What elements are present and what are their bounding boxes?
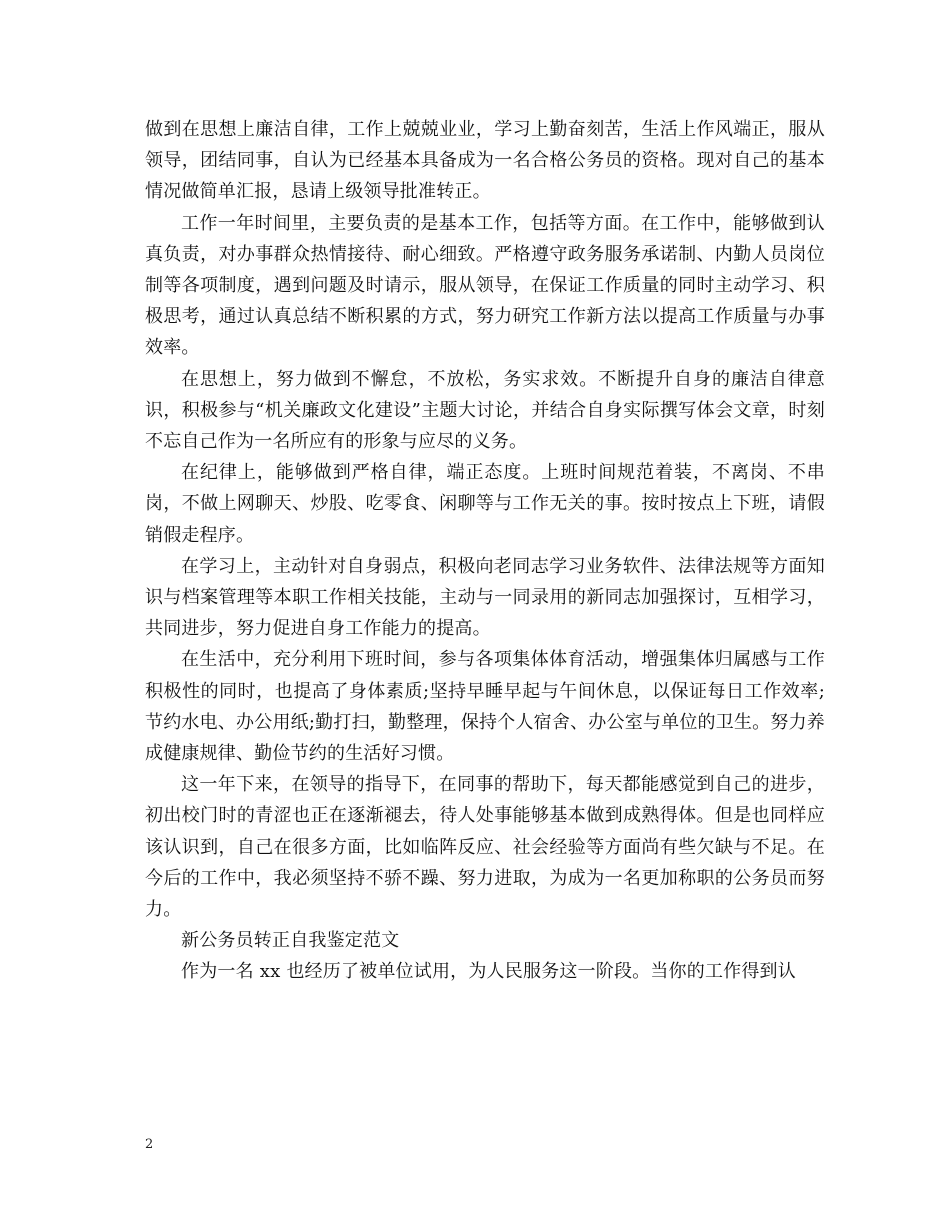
paragraph-8: 作为一名 xx 也经历了被单位试用，为人民服务这一阶段。当你的工作得到认: [181, 961, 796, 983]
paragraph-6: 在生活中，充分利用下班时间，参与各项集体体育活动，增强集体归属感与工作积极性的同时，也提高了身体素质;坚持早睡早起与午间休息，以保证每日工作效率;节约水电、办公用纸;勤打扫，勤整理，保持个人宿舍、办公室与单位的卫生。努力养成健康规律、勤俭节约的生活好习惯。: [145, 649, 825, 765]
page-number: 2: [145, 1137, 154, 1152]
paragraph-7: 这一年下来，在领导的指导下，在同事的帮助下，每天都能感觉到自己的进步，初出校门时的青涩也正在逐渐褪去，待人处事能够基本做到成熟得体。但是也同样应该认识到，自己在很多方面，比如临阵反应、社会经验等方面尚有些欠缺与不足。在今后的工作中，我必须坚持不骄不躁、努力进取，为成为一名更加称职的公务员而努力。: [145, 774, 825, 921]
section-heading: 新公务员转正自我鉴定范文: [181, 930, 400, 952]
paragraph-2: 工作一年时间里，主要负责的是基本工作，包括等方面。在工作中，能够做到认真负责，对办事群众热情接待、耐心细致。严格遵守政务服务承诺制、内勤人员岗位制等各项制度，遇到问题及时请示，服从领导，在保证工作质量的同时主动学习、积极思考，通过认真总结不断积累的方式，努力研究工作新方法以提高工作质量与办事效率。: [145, 212, 825, 359]
paragraph-5: 在学习上，主动针对自身弱点，积极向老同志学习业务软件、法律法规等方面知识与档案管理等本职工作相关技能，主动与一同录用的新同志加强探讨，互相学习，共同进步，努力促进自身工作能力的提高。: [145, 555, 825, 640]
paragraph-4: 在纪律上，能够做到严格自律，端正态度。上班时间规范着装，不离岗、不串岗，不做上网聊天、炒股、吃零食、闲聊等与工作无关的事。按时按点上下班，请假销假走程序。: [145, 462, 825, 546]
paragraph-1: 做到在思想上廉洁自律，工作上兢兢业业，学习上勤奋刻苦，生活上作风端正，服从领导，团结同事，自认为已经基本具备成为一名合格公务员的资格。现对自己的基本情况做简单汇报，恳请上级领导批准转正。: [145, 119, 825, 203]
paragraph-3: 在思想上，努力做到不懈怠，不放松，务实求效。不断提升自身的廉洁自律意识，积极参与“机关廉政文化建设”主题大讨论，并结合自身实际撰写体会文章，时刻不忘自己作为一名所应有的形象与应尽的义务。: [145, 368, 825, 453]
document-body: [145, 114, 825, 988]
